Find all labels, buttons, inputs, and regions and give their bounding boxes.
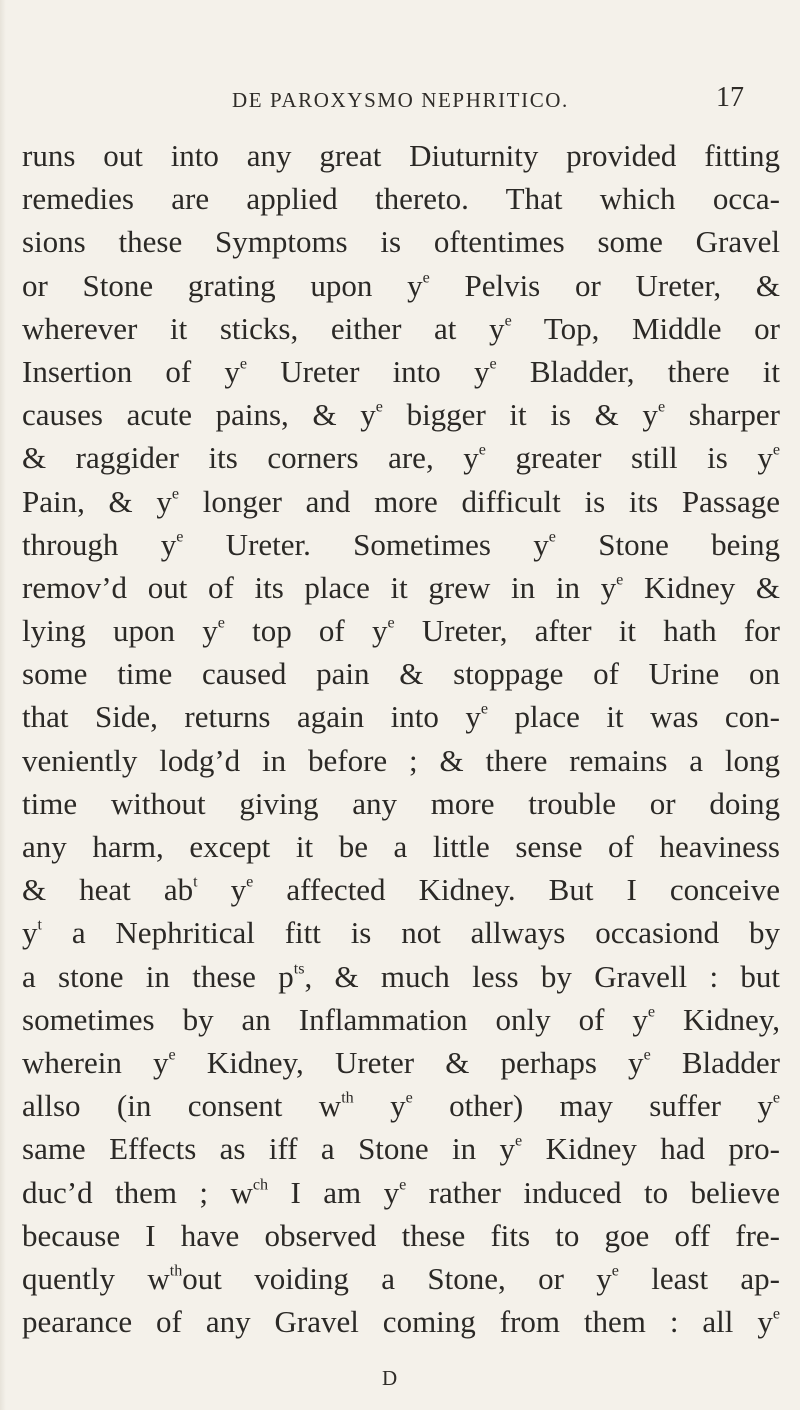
text-run: through y [22,526,177,562]
text-line [22,825,780,868]
superscript-abbrev: e [657,398,666,416]
text-run: least ap- [618,1260,780,1296]
text-run: Top, Middle or [511,310,780,346]
text-line [22,1257,780,1300]
text-run: longer and more difficult is its Passage [179,483,780,519]
text-run: causes acute pains, & y [22,397,376,433]
running-title: DE PAROXYSMO NEPHRITICO. [232,88,569,112]
text-run: runs out into any great Diuturnity provided fitting [22,138,780,173]
text-run: bigger it is & y [382,397,658,433]
superscript-abbrev: e [480,700,489,718]
text-run: out voiding a Stone, or y [182,1260,612,1296]
text-run: same Effects as iff a Stone in y [22,1131,516,1167]
text-run: Kidney, [655,1001,781,1037]
text-line [22,868,780,911]
running-head [0,84,800,120]
text-run: lying upon y [22,613,218,649]
text-line [22,911,780,954]
text-line [22,1084,780,1127]
text-run: sometimes by an Inflammation only of y [22,1001,648,1037]
text-line [22,609,780,652]
text-line [22,264,780,307]
text-run: Kidney & [623,569,780,605]
text-run: wherever it sticks, either at y [22,310,505,346]
superscript-abbrev: t [37,916,42,934]
text-line [22,523,780,566]
superscript-abbrev: e [246,873,254,891]
text-line [22,1041,780,1084]
text-run: Ureter. Sometimes y [183,526,549,562]
text-line [22,955,780,998]
page-gutter-shadow [0,0,6,1410]
text-run: , & much less by Gravell : but [304,958,780,994]
text-run: rather induced to believe [406,1174,781,1210]
text-line [22,307,780,350]
text-run: I am y [268,1174,400,1210]
text-run: time without giving any more trouble or doing [22,785,780,821]
text-run: wherein y [22,1044,169,1080]
superscript-abbrev: e [611,1262,619,1280]
superscript-abbrev: e [515,1132,523,1150]
text-line [22,393,780,436]
text-run: Ureter, after it hath for [394,613,781,649]
superscript-abbrev: e [422,268,430,286]
text-run: or Stone grating upon y [22,267,423,303]
text-line [22,1300,780,1343]
text-run: y [197,872,247,908]
text-run: a Nephritical fitt is not allways occasiond by [41,915,780,951]
superscript-abbrev: e [176,528,184,545]
text-run: y [353,1088,406,1124]
text-run: Bladder [650,1044,780,1080]
text-run: Pain, & y [22,483,172,519]
superscript-abbrev: e [647,1003,656,1021]
superscript-abbrev: e [772,1089,781,1107]
text-line [22,998,780,1041]
superscript-abbrev: e [399,1175,407,1193]
text-run: & heat ab [22,872,194,908]
text-line [22,652,780,695]
page-number: 17 [716,82,744,113]
text-line [22,566,780,609]
superscript-abbrev: e [489,355,497,373]
text-run: allso (in consent w [22,1088,342,1124]
text-line [22,1214,780,1257]
superscript-abbrev: e [217,614,225,632]
text-run: & raggider its corners are, y [22,440,479,476]
text-run: place it was con- [488,699,780,735]
text-run: that Side, returns again into y [22,699,481,735]
text-run: Stone being [555,526,780,562]
superscript-abbrev: th [169,1262,183,1280]
text-run: Bladder, there it [496,353,780,389]
text-run: Ureter into y [247,353,490,389]
text-line [22,177,780,220]
text-run: remov’d out of its place it grew in in y [22,569,617,605]
text-line [22,1171,780,1214]
text-run: some time caused pain & stoppage of Urine on [22,656,780,692]
text-line [22,134,780,177]
text-line [22,695,780,738]
text-run: quently w [22,1260,170,1296]
text-run: duc’d them ; w [22,1174,253,1210]
text-run: sharper [665,397,780,433]
text-line [22,480,780,523]
text-run: veniently lodg’d in before ; & there remains a long [22,742,780,778]
superscript-abbrev: e [387,614,395,632]
superscript-abbrev: e [478,441,486,459]
superscript-abbrev: e [772,1305,780,1323]
superscript-abbrev: th [341,1089,354,1107]
superscript-abbrev: e [504,312,512,330]
superscript-abbrev: e [643,1046,651,1064]
text-run: other) may suffer y [412,1088,773,1124]
body-text [22,134,780,1343]
superscript-abbrev: ts [293,959,305,977]
text-run: because I have observed these fits to goe off fre- [22,1217,780,1253]
text-run: affected Kidney. But I conceive [253,872,780,908]
text-run: sions these Symptoms is oftentimes some Gravel [22,224,780,260]
text-line [22,436,780,479]
superscript-abbrev: e [616,571,624,589]
text-run: Kidney had pro- [522,1131,780,1167]
text-line [22,1127,780,1170]
text-run: pearance of any Gravel coming from them : all y [22,1304,773,1340]
superscript-abbrev: e [375,398,383,416]
superscript-abbrev: e [239,355,248,373]
text-run: Kidney, Ureter & perhaps y [175,1044,644,1080]
superscript-abbrev: e [168,1046,176,1064]
superscript-abbrev: t [193,873,198,891]
signature-mark: D [382,1366,398,1390]
text-line [22,782,780,825]
text-run: Insertion of y [22,353,240,389]
text-line [22,350,780,393]
text-run: top of y [224,613,388,649]
superscript-abbrev: e [772,441,780,459]
superscript-abbrev: e [171,484,180,502]
text-run: remedies are applied thereto. That which occa- [22,181,780,217]
superscript-abbrev: e [405,1089,413,1107]
superscript-abbrev: e [548,528,556,545]
superscript-abbrev: ch [252,1175,269,1193]
text-line [22,220,780,263]
text-run: any harm, except it be a little sense of heaviness [22,829,780,864]
text-line [22,739,780,782]
text-run: a stone in these p [22,958,294,994]
text-run: Pelvis or Ureter, & [429,267,780,303]
text-run: greater still is y [485,440,773,476]
text-run: y [22,915,38,951]
